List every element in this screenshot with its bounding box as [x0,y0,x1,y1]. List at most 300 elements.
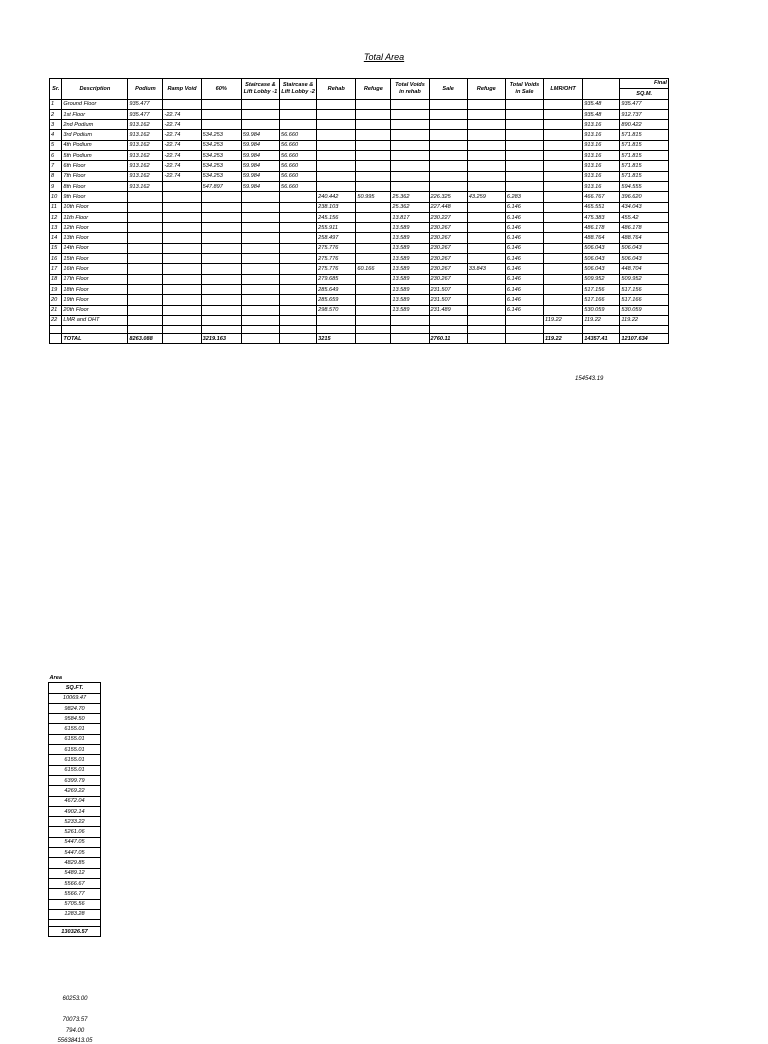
table-cell [356,233,391,243]
table-cell: 275.776 [317,264,356,274]
table-cell: 275.776 [317,254,356,264]
table-cell: 230.227 [429,212,467,222]
col-description: Description [62,79,128,100]
table-cell [544,254,583,264]
area-total-row [49,927,101,937]
area-value: 4829.85 [49,858,101,868]
table-cell: 11 [50,202,62,212]
table-cell [467,181,505,191]
table-cell [505,171,543,181]
table-cell [128,295,163,305]
table-cell: 230.267 [429,274,467,284]
table-cell: 240.442 [317,192,356,202]
table-cell: 25.362 [391,202,429,212]
table-cell [505,109,543,119]
table-cell [467,109,505,119]
area-row [49,848,101,858]
table-cell [544,192,583,202]
table-cell [544,326,583,334]
table-row [50,151,669,161]
table-cell: 11th Floor [62,212,128,222]
table-cell: 279.685 [317,274,356,284]
table-cell [356,151,391,161]
table-cell [317,151,356,161]
table-cell [356,171,391,181]
table-cell [356,284,391,294]
table-cell [356,181,391,191]
table-cell: 119.22 [583,315,620,325]
area-value: 6155.01 [49,724,101,734]
table-cell: 9th Floor [62,192,128,202]
table-cell [544,295,583,305]
table-cell: 56.660 [280,171,317,181]
table-cell: TOTAL [62,334,128,344]
area-value: 5566.77 [49,889,101,899]
table-cell [201,254,241,264]
area-row [49,878,101,888]
table-cell: 17th Floor [62,274,128,284]
table-cell: 18th Floor [62,284,128,294]
table-cell: 59.984 [241,140,279,150]
col-refuge-2: Refuge [467,79,505,100]
table-cell: 534.253 [201,130,241,140]
table-cell [163,233,201,243]
area-value: 5233.22 [49,817,101,827]
table-cell: 13th Floor [62,233,128,243]
table-cell: 59.984 [241,161,279,171]
table-cell [505,161,543,171]
table-cell: Ground Floor [62,99,128,109]
table-cell [544,223,583,233]
table-cell [317,161,356,171]
table-cell: 1st Floor [62,109,128,119]
table-cell: 13.589 [391,295,429,305]
table-cell [241,254,279,264]
table-cell [317,315,356,325]
table-cell: 8 [50,171,62,181]
table-cell [241,334,279,344]
table-cell: 7th Floor [62,171,128,181]
table-cell [356,120,391,130]
table-cell [241,120,279,130]
table-cell: 230.267 [429,264,467,274]
table-cell [280,120,317,130]
table-cell: 285.649 [317,284,356,294]
table-cell: 13.589 [391,223,429,233]
table-cell: 571.815 [620,140,669,150]
table-cell [356,130,391,140]
table-row [50,181,669,191]
table-cell [467,326,505,334]
table-cell [280,264,317,274]
table-cell: 119.22 [620,315,669,325]
table-cell [391,140,429,150]
table-cell: 230.267 [429,254,467,264]
table-cell: 7 [50,161,62,171]
area-value: 1283.28 [49,909,101,919]
table-cell [163,295,201,305]
table-cell [280,243,317,253]
col-lmr-oht: LMR/OHT [544,79,583,100]
table-cell [356,305,391,315]
table-cell [544,120,583,130]
table-cell: 19 [50,284,62,294]
table-cell [201,202,241,212]
table-cell: 571.815 [620,151,669,161]
table-cell [201,295,241,305]
table-cell: -22.74 [163,120,201,130]
table-cell [201,120,241,130]
table-cell [128,264,163,274]
table-cell [356,243,391,253]
table-cell: 19th Floor [62,295,128,305]
table-row [50,120,669,130]
table-cell: 56.660 [280,140,317,150]
table-cell: 534.253 [201,161,241,171]
table-cell [241,284,279,294]
table-cell: 465.551 [583,202,620,212]
table-cell: 6.146 [505,254,543,264]
table-cell: 530.059 [583,305,620,315]
table-cell: 2 [50,109,62,119]
table-cell: 298.570 [317,305,356,315]
table-cell: 245.156 [317,212,356,222]
table-cell [356,140,391,150]
table-cell [505,99,543,109]
area-value: 5705.56 [49,899,101,909]
table-cell: 13.589 [391,243,429,253]
table-cell: -22.74 [163,171,201,181]
table-cell [467,151,505,161]
table-cell: 15 [50,243,62,253]
table-cell [201,243,241,253]
table-cell [356,202,391,212]
table-cell [391,120,429,130]
table-cell [467,274,505,284]
table-cell: 59.984 [241,130,279,140]
table-cell [163,254,201,264]
table-cell [505,334,543,344]
extra-value: 794.00 [65,1028,85,1034]
table-cell: 56.660 [280,130,317,140]
table-cell [429,161,467,171]
table-cell: 13.589 [391,254,429,264]
table-cell [201,212,241,222]
table-cell [201,192,241,202]
table-cell [280,305,317,315]
table-cell [128,284,163,294]
table-cell: 16th Floor [62,264,128,274]
table-cell [317,181,356,191]
table-cell [128,315,163,325]
table-cell [356,161,391,171]
table-cell [544,305,583,315]
table-cell [544,99,583,109]
table-cell: 6.146 [505,305,543,315]
area-value: 9584.50 [49,714,101,724]
table-cell [544,243,583,253]
table-cell: 466.767 [583,192,620,202]
table-cell [62,326,128,334]
table-cell [429,326,467,334]
table-cell [429,151,467,161]
total-row [50,334,669,344]
table-cell: 506.043 [620,243,669,253]
table-cell [391,334,429,344]
table-cell [391,99,429,109]
table-cell: 255.911 [317,223,356,233]
table-cell: 3 [50,120,62,130]
area-row [49,775,101,785]
table-cell: 935.48 [583,99,620,109]
table-cell: 913.162 [128,181,163,191]
table-cell [505,315,543,325]
area-value: 5261.06 [49,827,101,837]
area-gap-cell [49,920,101,927]
col-final: Final [620,79,669,89]
table-row [50,223,669,233]
table-cell [544,171,583,181]
table-cell: 119.22 [544,334,583,344]
area-row [49,868,101,878]
table-cell: 10th Floor [62,202,128,212]
table-cell [241,109,279,119]
table-cell: 20th Floor [62,305,128,315]
table-cell: 230.267 [429,223,467,233]
table-cell [128,243,163,253]
table-cell: LMR and OHT [62,315,128,325]
table-cell: 509.952 [620,274,669,284]
table-row [50,254,669,264]
table-cell: 3219.163 [201,334,241,344]
table-cell [467,233,505,243]
table-cell: 913.162 [128,120,163,130]
col-voids-rehab: Total Voids in rehab [391,79,429,100]
table-cell [467,161,505,171]
area-row [49,693,101,703]
table-cell: 509.952 [583,274,620,284]
table-cell [356,109,391,119]
table-cell [429,130,467,140]
table-row [50,243,669,253]
table-cell [128,326,163,334]
table-cell: 455.42 [620,212,669,222]
table-cell: 13.589 [391,274,429,284]
table-cell: 547.897 [201,181,241,191]
table-cell [201,305,241,315]
table-cell: 16 [50,254,62,264]
table-cell: 33.843 [467,264,505,274]
table-cell [317,130,356,140]
table-cell [467,212,505,222]
header-row [50,79,669,89]
table-cell [201,315,241,325]
table-cell [544,161,583,171]
table-row [50,192,669,202]
table-cell [128,305,163,315]
table-cell: 913.16 [583,161,620,171]
table-cell: 6.146 [505,295,543,305]
table-cell [201,99,241,109]
table-cell: 913.16 [583,171,620,181]
table-cell: 913.16 [583,140,620,150]
table-cell [280,295,317,305]
table-cell [241,192,279,202]
table-row [50,305,669,315]
table-cell [544,202,583,212]
table-cell: 230.267 [429,233,467,243]
table-cell [241,315,279,325]
table-cell [317,326,356,334]
area-row [49,817,101,827]
table-cell: 230.267 [429,243,467,253]
table-cell [163,223,201,233]
table-cell: 238.103 [317,202,356,212]
table-cell [467,334,505,344]
table-cell [467,120,505,130]
table-row [50,130,669,140]
area-row [49,745,101,755]
table-cell: 488.764 [583,233,620,243]
table-cell: 231.507 [429,284,467,294]
area-row [49,765,101,775]
table-cell [241,295,279,305]
table-cell [317,120,356,130]
table-cell: 935.477 [128,109,163,119]
table-cell [544,233,583,243]
col-sqm: SQ.M. [620,89,669,99]
table-cell [201,264,241,274]
col-voids-sale: Total Voids in Sale [505,79,543,100]
table-cell [163,284,201,294]
table-cell: 913.16 [583,120,620,130]
table-cell: 517.156 [583,284,620,294]
table-cell [505,151,543,161]
table-cell [201,326,241,334]
table-cell: 5 [50,140,62,150]
table-cell [429,181,467,191]
area-row [49,714,101,724]
area-row [49,755,101,765]
table-row [50,315,669,325]
table-cell: 17 [50,264,62,274]
table-cell [280,254,317,264]
table-cell [391,171,429,181]
table-cell [163,212,201,222]
table-cell [467,171,505,181]
table-cell [128,233,163,243]
table-cell [544,212,583,222]
table-cell: 486.178 [583,223,620,233]
table-cell: 10 [50,192,62,202]
table-cell [429,171,467,181]
table-cell [280,99,317,109]
table-cell [467,315,505,325]
table-cell: 20 [50,295,62,305]
table-cell: 13 [50,223,62,233]
table-cell: 5th Podium [62,151,128,161]
table-row [50,171,669,181]
table-cell: 50.995 [356,192,391,202]
table-row [50,212,669,222]
col-refuge-1: Refuge [356,79,391,100]
table-row [50,109,669,119]
table-cell: 571.815 [620,171,669,181]
table-cell [163,315,201,325]
table-cell: 935.48 [583,109,620,119]
table-cell: 13.589 [391,284,429,294]
table-cell: 6th Floor [62,161,128,171]
table-cell [356,274,391,284]
table-cell: 6.146 [505,264,543,274]
table-cell: 15th Floor [62,254,128,264]
table-cell [280,109,317,119]
table-cell: 506.043 [583,264,620,274]
area-unit: SQ.FT. [49,683,101,693]
table-row [50,284,669,294]
table-cell: 12107.634 [620,334,669,344]
total-area-table [49,78,669,344]
table-cell: 231.507 [429,295,467,305]
table-cell: 3215 [317,334,356,344]
table-cell: 8263.088 [128,334,163,344]
table-cell: 594.555 [620,181,669,191]
table-cell [391,326,429,334]
table-cell [429,109,467,119]
table-cell [241,305,279,315]
table-cell [128,254,163,264]
table-cell: 6.146 [505,274,543,284]
table-cell [163,305,201,315]
table-cell: 913.16 [583,181,620,191]
table-cell [467,305,505,315]
table-cell [356,315,391,325]
area-row [49,724,101,734]
table-cell [201,284,241,294]
table-cell [280,274,317,284]
table-cell [128,212,163,222]
table-cell [128,202,163,212]
col-ramp-void: Ramp Void [163,79,201,100]
table-cell: 12th Floor [62,223,128,233]
table-cell [163,243,201,253]
table-cell: 448.704 [620,264,669,274]
table-cell [241,212,279,222]
table-cell [201,233,241,243]
table-cell: 56.660 [280,181,317,191]
table-cell: 506.043 [620,254,669,264]
area-value: 5489.12 [49,868,101,878]
table-cell: 488.764 [620,233,669,243]
table-cell [544,264,583,274]
table-cell: -22.74 [163,130,201,140]
table-cell [280,334,317,344]
table-cell: 56.660 [280,151,317,161]
table-cell: 6.146 [505,233,543,243]
table-cell: 21 [50,305,62,315]
table-cell [544,284,583,294]
area-row [49,786,101,796]
table-cell: 6.146 [505,223,543,233]
area-value: 6399.79 [49,775,101,785]
table-cell [241,264,279,274]
table-cell: 913.162 [128,151,163,161]
table-cell: 6.283 [505,192,543,202]
table-cell: 13.589 [391,233,429,243]
table-cell: 517.166 [583,295,620,305]
table-cell: 506.043 [583,243,620,253]
table-cell [356,254,391,264]
